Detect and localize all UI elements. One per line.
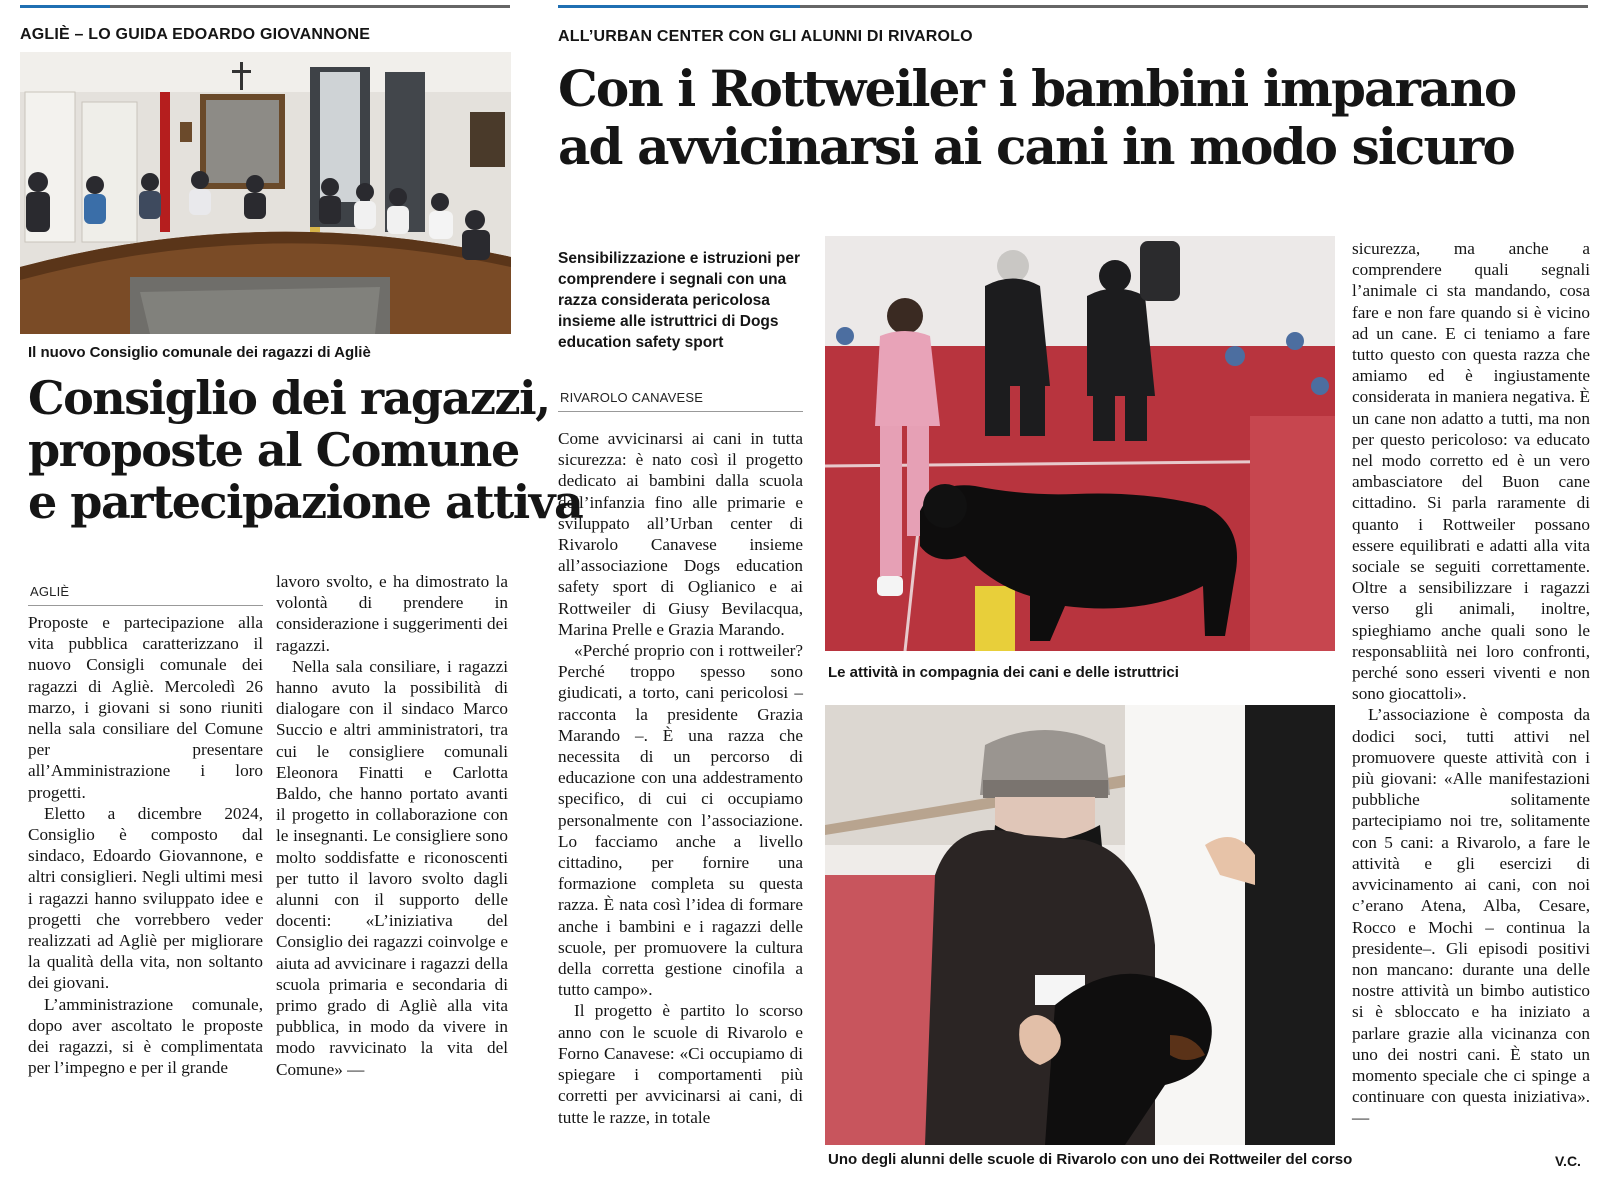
left-col1-para-3: L’amministrazione comunale, dopo aver ascoltato le proposte dei ragazzi, si è complimentata per l’impegno e per il grande (28, 994, 263, 1078)
left-col2-para-1: lavoro svolto, e ha dimostrato la volontà di prendere in considerazione i suggerimenti dei ragazzi. (276, 572, 508, 655)
right-top-rule (558, 5, 1588, 8)
left-col1-para-2: Eletto a dicembre 2024, Consiglio è composto dal sindaco, Edoardo Giovannone, e altri consiglieri. Negli ultimi mesi i ragazzi hanno sviluppato idee e progetti che vorrebbero veder realizzati ad Agliè per migliorare la qualità della vita, non soltanto dei giovani. (28, 803, 263, 993)
right-body-para-2: «Perché proprio con i rottweiler? Perché troppo spesso sono giudicati, a torto, cani pericolosi – racconta la presidente Grazia Marando –. È una razza che necessita di un percorso di educazione con una addestramento specifico, di cui ci occupiamo personalmente con l’associazione. Lo facciamo anche a livello cittadino, per fornire una formazione completa su questa razza. È nata così l’idea di formare anche i bambini e i ragazzi delle scuole, per promuovere la cultura della corretta gestione cinofila a tutto campo». (558, 641, 803, 1000)
left-headline-line-1: Consiglio dei ragazzi, (28, 371, 550, 425)
left-headline (28, 371, 583, 529)
right-article-signature: V.C. (1555, 1153, 1581, 1169)
right-article-body-col (558, 428, 803, 1128)
right-last-para-2: L’associazione è composta da dodici soci, tutti attivi nel promuovere queste attività con i più giovani: «Alle manifestazioni pubbliche solitamente partecipiamo noi tre, solitamente con 5 cani: a Rivarolo, a fare le attività e gli esercizi di avvicinamento ai cani, con noi c’erano Atena, Alba, Cesare, Rocco e Mochi – continua la presidente–. Gli episodi positivi non mancano: durante una delle nostre attività un bimbo autistico si è sbloccato e ha iniziato a parlare grazie alla vicinanza con uno dei nostri cani. È stato un momento speciale che ci spinge a continuare con questa iniziativa». — (1352, 705, 1590, 1128)
left-dateline: AGLIÈ (30, 584, 70, 599)
left-headline-line-3: e partecipazione attiva (28, 475, 583, 529)
right-article-last-col (1352, 238, 1590, 1129)
council-photo (20, 52, 511, 334)
left-headline-line-2: proposte al Comune (28, 423, 519, 477)
right-kicker: ALL’URBAN CENTER CON GLI ALUNNI DI RIVAROLO (558, 28, 973, 45)
left-dateline-rule (28, 605, 263, 606)
left-article-col-1 (28, 612, 263, 1078)
right-last-para-1: sicurezza, ma anche a comprendere quali segnali l’animale ci sta mandando, cosa fare e non fare quando si è vicino ad un cane. E ci teniamo a fare tutto questo con questa razza che amiamo ed è ingiustamente considerata in maniera negativa. È un cane non adatto a tutti, ma non per questo pericoloso: va educato nel modo corretto ed è un vero ambasciatore del Buon cane cittadino. Si parla raramente di quanto i Rottweiler possano essere equilibrati e adatti alla vita sociale se seguiti correttamente. Oltre a sensibilizzare i ragazzi verso gli animali, inoltre, spieghiamo anche quali sono le responsabliità nei loro confronti, perché sono esseri viventi e non sono giocattoli». (1352, 239, 1590, 704)
right-headline (558, 60, 1588, 176)
right-dateline: RIVAROLO CANAVESE (560, 390, 704, 405)
dogs-activity-photo (825, 236, 1335, 651)
left-article-col-2 (276, 571, 508, 1080)
right-headline-line-1: Con i Rottweiler i bambini imparano (558, 59, 1516, 118)
council-photo-caption: Il nuovo Consiglio comunale dei ragazzi di Agliè (28, 344, 371, 361)
student-rottweiler-photo (825, 705, 1335, 1145)
right-body-para-1: Come avvicinarsi ai cani in tutta sicurezza: è nato così il progetto dedicato ai bambini dalla scuola dell’infanzia fino alle primarie e sviluppato all’Urban center di Rivarolo Canavese insieme all’associazione Dogs education safety sport di Oglianico e ai Rottweiler di Giusy Bevilacqua, Marina Prelle e Grazia Marando. (558, 429, 803, 639)
left-col2-para-2: Nella sala consiliare, i ragazzi hanno avuto la possibilità di dialogare con il sindaco Marco Succio e altri amministratori, tra cui le consigliere comunali Eleonora Finatti e Carlotta Baldo, che hanno portato avanti il progetto in collaborazione con le insegnanti. Le consigliere sono molto soddisfatte e riconoscenti per tutto il lavoro svolto dagli alunni con il supporto delle docenti: «L’iniziativa del Consiglio dei ragazzi coinvolge e aiuta ad avvicinare i ragazzi della scuola primaria e secondaria di primo grado di Agliè alla vita pubblica, in modo da vivere in modo ravvicinato la vita del Comune» — (276, 656, 508, 1079)
left-top-rule (20, 5, 510, 8)
right-dateline-rule (558, 411, 803, 412)
right-subhead: Sensibilizzazione e istruzioni per comprendere i segnali con una razza considerata pericolosa insieme alle istruttrici di Dogs education safety sport (558, 250, 801, 351)
right-headline-line-2: ad avvicinarsi ai cani in modo sicuro (558, 117, 1514, 176)
right-body-para-3: Il progetto è partito lo scorso anno con le scuole di Rivarolo e Forno Canavese: «Ci occupiamo di spiegare i comportamenti più corretti per avvicinarsi ai cani, di tutte le razze, in totale (558, 1001, 803, 1127)
left-kicker: AGLIÈ – LO GUIDA EDOARDO GIOVANNONE (20, 26, 371, 43)
left-col1-para-1: Proposte e partecipazione alla vita pubblica caratterizzano il nuovo Consigli comunale dei ragazzi di Agliè. Mercoledì 26 marzo, i giovani si sono riuniti nella sala consiliare del Comune per presentare all’Amministrazione i loro progetti. (28, 613, 263, 802)
dogs-activity-caption: Le attività in compagnia dei cani e delle istruttrici (828, 664, 1179, 681)
student-rottweiler-caption: Uno degli alunni delle scuole di Rivarolo con uno dei Rottweiler del corso (828, 1151, 1353, 1168)
